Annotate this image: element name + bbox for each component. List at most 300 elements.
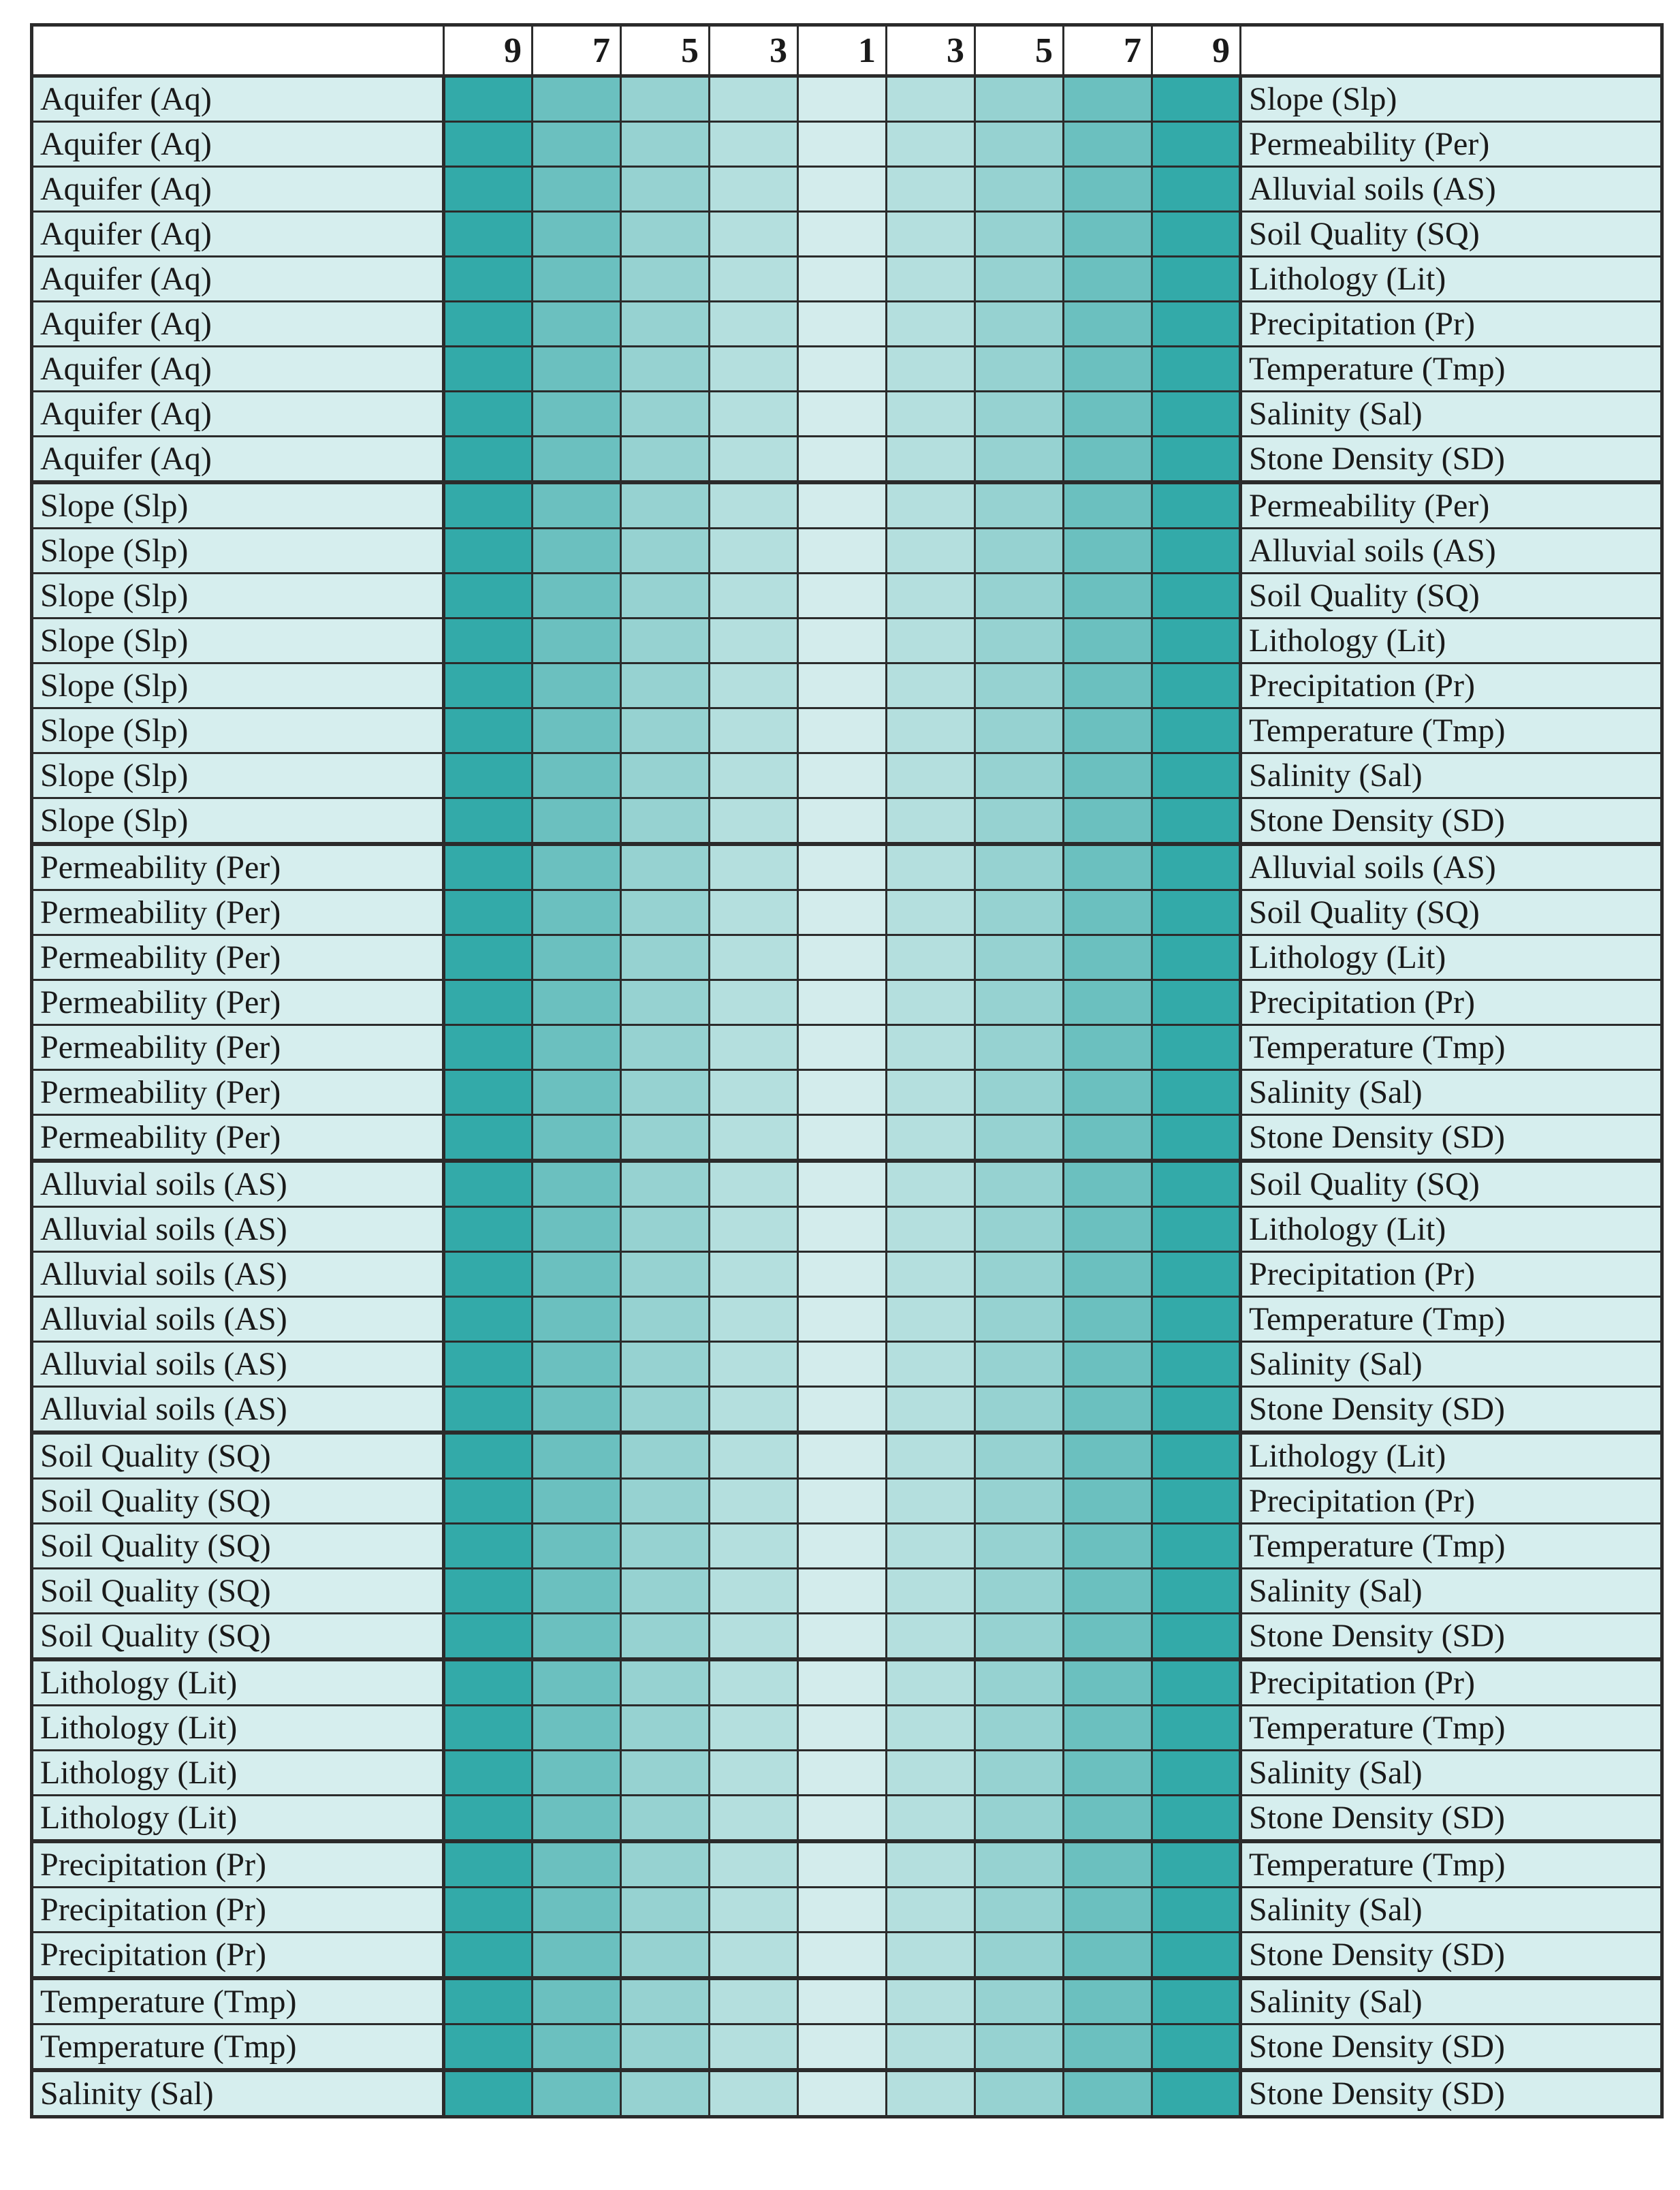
scale-cell-right-3[interactable]	[887, 347, 975, 392]
scale-cell-left-5[interactable]	[621, 1161, 710, 1207]
scale-cell-right-7[interactable]	[1064, 1659, 1152, 1706]
scale-cell-right-7[interactable]	[1064, 167, 1152, 212]
scale-cell-left-9[interactable]	[444, 167, 533, 212]
scale-cell-right-5[interactable]	[975, 1387, 1064, 1433]
scale-cell-right-3[interactable]	[887, 1025, 975, 1070]
scale-cell-right-9[interactable]	[1152, 1659, 1241, 1706]
scale-cell-left-5[interactable]	[621, 1524, 710, 1569]
scale-cell-center-1[interactable]	[798, 1070, 887, 1115]
scale-cell-center-1[interactable]	[798, 1115, 887, 1161]
scale-cell-left-3[interactable]	[710, 2024, 798, 2071]
scale-cell-right-5[interactable]	[975, 1433, 1064, 1479]
scale-cell-right-3[interactable]	[887, 1252, 975, 1297]
scale-cell-left-3[interactable]	[710, 1569, 798, 1614]
scale-cell-right-3[interactable]	[887, 1342, 975, 1387]
scale-cell-left-9[interactable]	[444, 482, 533, 529]
scale-cell-left-5[interactable]	[621, 76, 710, 122]
scale-cell-center-1[interactable]	[798, 980, 887, 1025]
scale-cell-center-1[interactable]	[798, 1659, 887, 1706]
scale-cell-left-9[interactable]	[444, 619, 533, 663]
scale-cell-left-5[interactable]	[621, 1841, 710, 1888]
scale-cell-right-5[interactable]	[975, 1978, 1064, 2024]
scale-cell-left-9[interactable]	[444, 347, 533, 392]
scale-cell-right-5[interactable]	[975, 529, 1064, 574]
scale-cell-right-9[interactable]	[1152, 1888, 1241, 1933]
scale-cell-left-7[interactable]	[533, 619, 621, 663]
scale-cell-left-7[interactable]	[533, 1706, 621, 1751]
scale-cell-center-1[interactable]	[798, 347, 887, 392]
scale-cell-right-7[interactable]	[1064, 76, 1152, 122]
scale-cell-left-9[interactable]	[444, 798, 533, 845]
scale-cell-left-5[interactable]	[621, 437, 710, 483]
scale-cell-left-7[interactable]	[533, 2024, 621, 2071]
scale-cell-right-5[interactable]	[975, 844, 1064, 890]
scale-cell-right-3[interactable]	[887, 167, 975, 212]
scale-cell-right-7[interactable]	[1064, 1252, 1152, 1297]
scale-cell-right-5[interactable]	[975, 1614, 1064, 1660]
scale-cell-left-5[interactable]	[621, 1659, 710, 1706]
scale-cell-right-9[interactable]	[1152, 574, 1241, 619]
scale-cell-left-3[interactable]	[710, 1070, 798, 1115]
scale-cell-right-3[interactable]	[887, 122, 975, 167]
scale-cell-center-1[interactable]	[798, 529, 887, 574]
scale-cell-right-9[interactable]	[1152, 212, 1241, 257]
scale-cell-right-5[interactable]	[975, 482, 1064, 529]
scale-cell-right-3[interactable]	[887, 1796, 975, 1842]
scale-cell-right-7[interactable]	[1064, 1207, 1152, 1252]
scale-cell-left-3[interactable]	[710, 1207, 798, 1252]
scale-cell-left-9[interactable]	[444, 2024, 533, 2071]
scale-cell-center-1[interactable]	[798, 1888, 887, 1933]
scale-cell-left-3[interactable]	[710, 1706, 798, 1751]
scale-cell-right-7[interactable]	[1064, 663, 1152, 708]
scale-cell-left-7[interactable]	[533, 1796, 621, 1842]
scale-cell-right-3[interactable]	[887, 1569, 975, 1614]
scale-cell-right-9[interactable]	[1152, 529, 1241, 574]
scale-cell-left-7[interactable]	[533, 1115, 621, 1161]
scale-cell-right-3[interactable]	[887, 2070, 975, 2117]
scale-cell-right-3[interactable]	[887, 619, 975, 663]
scale-cell-center-1[interactable]	[798, 1297, 887, 1342]
scale-cell-right-9[interactable]	[1152, 1025, 1241, 1070]
scale-cell-right-7[interactable]	[1064, 980, 1152, 1025]
scale-cell-left-7[interactable]	[533, 1659, 621, 1706]
scale-cell-left-9[interactable]	[444, 2070, 533, 2117]
scale-cell-left-9[interactable]	[444, 1933, 533, 1979]
scale-cell-left-3[interactable]	[710, 1342, 798, 1387]
scale-cell-left-7[interactable]	[533, 980, 621, 1025]
scale-cell-center-1[interactable]	[798, 1614, 887, 1660]
scale-cell-right-5[interactable]	[975, 980, 1064, 1025]
scale-cell-center-1[interactable]	[798, 890, 887, 935]
scale-cell-right-3[interactable]	[887, 1115, 975, 1161]
scale-cell-center-1[interactable]	[798, 844, 887, 890]
scale-cell-left-5[interactable]	[621, 1796, 710, 1842]
scale-cell-left-7[interactable]	[533, 437, 621, 483]
scale-cell-right-9[interactable]	[1152, 1207, 1241, 1252]
scale-cell-left-3[interactable]	[710, 122, 798, 167]
scale-cell-right-3[interactable]	[887, 302, 975, 347]
scale-cell-right-9[interactable]	[1152, 257, 1241, 302]
scale-cell-left-3[interactable]	[710, 1433, 798, 1479]
scale-cell-right-3[interactable]	[887, 1297, 975, 1342]
scale-cell-left-3[interactable]	[710, 482, 798, 529]
scale-cell-right-9[interactable]	[1152, 844, 1241, 890]
scale-cell-left-5[interactable]	[621, 1207, 710, 1252]
scale-cell-left-5[interactable]	[621, 302, 710, 347]
scale-cell-left-5[interactable]	[621, 1978, 710, 2024]
scale-cell-left-5[interactable]	[621, 1070, 710, 1115]
scale-cell-right-5[interactable]	[975, 708, 1064, 753]
scale-cell-center-1[interactable]	[798, 302, 887, 347]
scale-cell-left-7[interactable]	[533, 1387, 621, 1433]
scale-cell-left-7[interactable]	[533, 798, 621, 845]
scale-cell-left-3[interactable]	[710, 1297, 798, 1342]
scale-cell-left-3[interactable]	[710, 619, 798, 663]
scale-cell-left-9[interactable]	[444, 1342, 533, 1387]
scale-cell-center-1[interactable]	[798, 1433, 887, 1479]
scale-cell-left-3[interactable]	[710, 1115, 798, 1161]
scale-cell-right-7[interactable]	[1064, 1841, 1152, 1888]
scale-cell-right-9[interactable]	[1152, 2024, 1241, 2071]
scale-cell-right-7[interactable]	[1064, 212, 1152, 257]
scale-cell-left-9[interactable]	[444, 1433, 533, 1479]
scale-cell-left-7[interactable]	[533, 1841, 621, 1888]
scale-cell-right-7[interactable]	[1064, 1524, 1152, 1569]
scale-cell-left-3[interactable]	[710, 392, 798, 437]
scale-cell-right-5[interactable]	[975, 1161, 1064, 1207]
scale-cell-right-3[interactable]	[887, 1751, 975, 1796]
scale-cell-right-3[interactable]	[887, 1433, 975, 1479]
scale-cell-right-5[interactable]	[975, 212, 1064, 257]
scale-cell-left-9[interactable]	[444, 574, 533, 619]
scale-cell-right-5[interactable]	[975, 76, 1064, 122]
scale-cell-left-3[interactable]	[710, 1933, 798, 1979]
scale-cell-right-5[interactable]	[975, 1342, 1064, 1387]
scale-cell-center-1[interactable]	[798, 1524, 887, 1569]
scale-cell-center-1[interactable]	[798, 574, 887, 619]
scale-cell-left-5[interactable]	[621, 122, 710, 167]
scale-cell-left-5[interactable]	[621, 1569, 710, 1614]
scale-cell-left-7[interactable]	[533, 844, 621, 890]
scale-cell-right-5[interactable]	[975, 1115, 1064, 1161]
scale-cell-left-9[interactable]	[444, 529, 533, 574]
scale-cell-left-5[interactable]	[621, 167, 710, 212]
scale-cell-right-3[interactable]	[887, 1524, 975, 1569]
scale-cell-right-5[interactable]	[975, 574, 1064, 619]
scale-cell-center-1[interactable]	[798, 1841, 887, 1888]
scale-cell-right-7[interactable]	[1064, 935, 1152, 980]
scale-cell-left-3[interactable]	[710, 890, 798, 935]
scale-cell-right-3[interactable]	[887, 753, 975, 798]
scale-cell-right-7[interactable]	[1064, 2024, 1152, 2071]
scale-cell-left-3[interactable]	[710, 1888, 798, 1933]
scale-cell-right-7[interactable]	[1064, 302, 1152, 347]
scale-cell-right-9[interactable]	[1152, 1796, 1241, 1842]
scale-cell-left-5[interactable]	[621, 1479, 710, 1524]
scale-cell-left-5[interactable]	[621, 1342, 710, 1387]
scale-cell-right-5[interactable]	[975, 798, 1064, 845]
scale-cell-left-5[interactable]	[621, 1252, 710, 1297]
scale-cell-left-9[interactable]	[444, 212, 533, 257]
scale-cell-right-7[interactable]	[1064, 708, 1152, 753]
scale-cell-left-9[interactable]	[444, 890, 533, 935]
scale-cell-center-1[interactable]	[798, 798, 887, 845]
scale-cell-right-7[interactable]	[1064, 1297, 1152, 1342]
scale-cell-left-3[interactable]	[710, 1841, 798, 1888]
scale-cell-right-5[interactable]	[975, 1841, 1064, 1888]
scale-cell-left-7[interactable]	[533, 753, 621, 798]
scale-cell-right-3[interactable]	[887, 844, 975, 890]
scale-cell-left-7[interactable]	[533, 1751, 621, 1796]
scale-cell-center-1[interactable]	[798, 212, 887, 257]
scale-cell-right-5[interactable]	[975, 1252, 1064, 1297]
scale-cell-right-7[interactable]	[1064, 1888, 1152, 1933]
scale-cell-center-1[interactable]	[798, 2070, 887, 2117]
scale-cell-left-5[interactable]	[621, 1387, 710, 1433]
scale-cell-right-7[interactable]	[1064, 1479, 1152, 1524]
scale-cell-left-7[interactable]	[533, 1888, 621, 1933]
scale-cell-right-5[interactable]	[975, 1751, 1064, 1796]
scale-cell-right-9[interactable]	[1152, 122, 1241, 167]
scale-cell-right-9[interactable]	[1152, 980, 1241, 1025]
scale-cell-left-9[interactable]	[444, 1252, 533, 1297]
scale-cell-right-5[interactable]	[975, 663, 1064, 708]
scale-cell-right-9[interactable]	[1152, 1706, 1241, 1751]
scale-cell-left-5[interactable]	[621, 482, 710, 529]
scale-cell-center-1[interactable]	[798, 1796, 887, 1842]
scale-cell-right-5[interactable]	[975, 257, 1064, 302]
scale-cell-left-7[interactable]	[533, 1297, 621, 1342]
scale-cell-center-1[interactable]	[798, 437, 887, 483]
scale-cell-left-9[interactable]	[444, 1614, 533, 1660]
scale-cell-left-9[interactable]	[444, 1796, 533, 1842]
scale-cell-right-9[interactable]	[1152, 1978, 1241, 2024]
scale-cell-right-3[interactable]	[887, 1207, 975, 1252]
scale-cell-right-7[interactable]	[1064, 753, 1152, 798]
scale-cell-right-3[interactable]	[887, 1659, 975, 1706]
scale-cell-left-3[interactable]	[710, 212, 798, 257]
scale-cell-right-9[interactable]	[1152, 1524, 1241, 1569]
scale-cell-center-1[interactable]	[798, 1569, 887, 1614]
scale-cell-center-1[interactable]	[798, 257, 887, 302]
scale-cell-right-7[interactable]	[1064, 1070, 1152, 1115]
scale-cell-right-7[interactable]	[1064, 392, 1152, 437]
scale-cell-right-3[interactable]	[887, 798, 975, 845]
scale-cell-right-3[interactable]	[887, 1387, 975, 1433]
scale-cell-left-7[interactable]	[533, 1070, 621, 1115]
scale-cell-right-5[interactable]	[975, 935, 1064, 980]
scale-cell-right-9[interactable]	[1152, 1614, 1241, 1660]
scale-cell-left-7[interactable]	[533, 257, 621, 302]
scale-cell-left-3[interactable]	[710, 1524, 798, 1569]
scale-cell-left-7[interactable]	[533, 1342, 621, 1387]
scale-cell-left-9[interactable]	[444, 122, 533, 167]
scale-cell-left-7[interactable]	[533, 574, 621, 619]
scale-cell-left-3[interactable]	[710, 437, 798, 483]
scale-cell-right-9[interactable]	[1152, 1433, 1241, 1479]
scale-cell-right-9[interactable]	[1152, 1751, 1241, 1796]
scale-cell-right-7[interactable]	[1064, 122, 1152, 167]
scale-cell-left-3[interactable]	[710, 1614, 798, 1660]
scale-cell-right-7[interactable]	[1064, 257, 1152, 302]
scale-cell-right-3[interactable]	[887, 1888, 975, 1933]
scale-cell-left-9[interactable]	[444, 437, 533, 483]
scale-cell-left-3[interactable]	[710, 257, 798, 302]
scale-cell-right-7[interactable]	[1064, 1342, 1152, 1387]
scale-cell-right-7[interactable]	[1064, 890, 1152, 935]
scale-cell-left-9[interactable]	[444, 257, 533, 302]
scale-cell-left-9[interactable]	[444, 1751, 533, 1796]
scale-cell-right-7[interactable]	[1064, 798, 1152, 845]
scale-cell-left-7[interactable]	[533, 1207, 621, 1252]
scale-cell-right-9[interactable]	[1152, 1252, 1241, 1297]
scale-cell-right-7[interactable]	[1064, 347, 1152, 392]
scale-cell-right-3[interactable]	[887, 1614, 975, 1660]
scale-cell-left-5[interactable]	[621, 1297, 710, 1342]
scale-cell-right-9[interactable]	[1152, 347, 1241, 392]
scale-cell-left-9[interactable]	[444, 1161, 533, 1207]
scale-cell-left-7[interactable]	[533, 122, 621, 167]
scale-cell-left-9[interactable]	[444, 1888, 533, 1933]
scale-cell-left-9[interactable]	[444, 753, 533, 798]
scale-cell-left-3[interactable]	[710, 529, 798, 574]
scale-cell-right-7[interactable]	[1064, 574, 1152, 619]
scale-cell-right-9[interactable]	[1152, 1841, 1241, 1888]
scale-cell-left-3[interactable]	[710, 1796, 798, 1842]
scale-cell-left-7[interactable]	[533, 1933, 621, 1979]
scale-cell-left-5[interactable]	[621, 1025, 710, 1070]
scale-cell-right-5[interactable]	[975, 167, 1064, 212]
scale-cell-right-9[interactable]	[1152, 2070, 1241, 2117]
scale-cell-left-5[interactable]	[621, 257, 710, 302]
scale-cell-left-9[interactable]	[444, 1070, 533, 1115]
scale-cell-center-1[interactable]	[798, 1342, 887, 1387]
scale-cell-right-3[interactable]	[887, 1978, 975, 2024]
scale-cell-right-5[interactable]	[975, 1479, 1064, 1524]
scale-cell-left-9[interactable]	[444, 1115, 533, 1161]
scale-cell-left-3[interactable]	[710, 574, 798, 619]
scale-cell-left-9[interactable]	[444, 844, 533, 890]
scale-cell-right-3[interactable]	[887, 1070, 975, 1115]
scale-cell-right-5[interactable]	[975, 1070, 1064, 1115]
scale-cell-left-5[interactable]	[621, 1888, 710, 1933]
scale-cell-center-1[interactable]	[798, 1706, 887, 1751]
scale-cell-left-7[interactable]	[533, 347, 621, 392]
scale-cell-left-9[interactable]	[444, 1569, 533, 1614]
scale-cell-left-5[interactable]	[621, 1706, 710, 1751]
scale-cell-right-7[interactable]	[1064, 1161, 1152, 1207]
scale-cell-left-7[interactable]	[533, 663, 621, 708]
scale-cell-right-5[interactable]	[975, 1706, 1064, 1751]
scale-cell-left-9[interactable]	[444, 708, 533, 753]
scale-cell-right-9[interactable]	[1152, 392, 1241, 437]
scale-cell-left-3[interactable]	[710, 935, 798, 980]
scale-cell-left-3[interactable]	[710, 844, 798, 890]
scale-cell-right-5[interactable]	[975, 619, 1064, 663]
scale-cell-left-7[interactable]	[533, 1978, 621, 2024]
scale-cell-right-9[interactable]	[1152, 482, 1241, 529]
scale-cell-left-7[interactable]	[533, 1025, 621, 1070]
scale-cell-left-9[interactable]	[444, 1207, 533, 1252]
scale-cell-left-7[interactable]	[533, 302, 621, 347]
scale-cell-center-1[interactable]	[798, 1751, 887, 1796]
scale-cell-right-3[interactable]	[887, 663, 975, 708]
scale-cell-left-7[interactable]	[533, 2070, 621, 2117]
scale-cell-right-5[interactable]	[975, 1659, 1064, 1706]
scale-cell-right-9[interactable]	[1152, 890, 1241, 935]
scale-cell-left-7[interactable]	[533, 1569, 621, 1614]
scale-cell-left-5[interactable]	[621, 392, 710, 437]
scale-cell-right-5[interactable]	[975, 2024, 1064, 2071]
scale-cell-right-5[interactable]	[975, 1297, 1064, 1342]
scale-cell-left-9[interactable]	[444, 1025, 533, 1070]
scale-cell-center-1[interactable]	[798, 1161, 887, 1207]
scale-cell-left-9[interactable]	[444, 302, 533, 347]
scale-cell-center-1[interactable]	[798, 1252, 887, 1297]
scale-cell-right-5[interactable]	[975, 1796, 1064, 1842]
scale-cell-right-5[interactable]	[975, 1933, 1064, 1979]
scale-cell-left-7[interactable]	[533, 167, 621, 212]
scale-cell-right-7[interactable]	[1064, 619, 1152, 663]
scale-cell-left-5[interactable]	[621, 753, 710, 798]
scale-cell-left-9[interactable]	[444, 663, 533, 708]
scale-cell-right-5[interactable]	[975, 122, 1064, 167]
scale-cell-left-9[interactable]	[444, 1978, 533, 2024]
scale-cell-center-1[interactable]	[798, 663, 887, 708]
scale-cell-left-3[interactable]	[710, 1659, 798, 1706]
scale-cell-center-1[interactable]	[798, 167, 887, 212]
scale-cell-left-3[interactable]	[710, 347, 798, 392]
scale-cell-left-7[interactable]	[533, 1433, 621, 1479]
scale-cell-right-9[interactable]	[1152, 302, 1241, 347]
scale-cell-left-7[interactable]	[533, 1524, 621, 1569]
scale-cell-left-9[interactable]	[444, 1524, 533, 1569]
scale-cell-right-5[interactable]	[975, 437, 1064, 483]
scale-cell-right-3[interactable]	[887, 392, 975, 437]
scale-cell-left-9[interactable]	[444, 76, 533, 122]
scale-cell-right-7[interactable]	[1064, 1751, 1152, 1796]
scale-cell-left-5[interactable]	[621, 1751, 710, 1796]
scale-cell-right-3[interactable]	[887, 1841, 975, 1888]
scale-cell-left-5[interactable]	[621, 347, 710, 392]
scale-cell-right-5[interactable]	[975, 1524, 1064, 1569]
scale-cell-right-5[interactable]	[975, 1888, 1064, 1933]
scale-cell-right-9[interactable]	[1152, 1569, 1241, 1614]
scale-cell-right-5[interactable]	[975, 890, 1064, 935]
scale-cell-left-3[interactable]	[710, 753, 798, 798]
scale-cell-center-1[interactable]	[798, 2024, 887, 2071]
scale-cell-right-3[interactable]	[887, 935, 975, 980]
scale-cell-right-3[interactable]	[887, 76, 975, 122]
scale-cell-left-5[interactable]	[621, 844, 710, 890]
scale-cell-left-3[interactable]	[710, 1751, 798, 1796]
scale-cell-right-9[interactable]	[1152, 708, 1241, 753]
scale-cell-left-3[interactable]	[710, 1025, 798, 1070]
scale-cell-right-3[interactable]	[887, 482, 975, 529]
scale-cell-left-9[interactable]	[444, 1706, 533, 1751]
scale-cell-right-9[interactable]	[1152, 1479, 1241, 1524]
scale-cell-right-3[interactable]	[887, 980, 975, 1025]
scale-cell-left-5[interactable]	[621, 2070, 710, 2117]
scale-cell-right-5[interactable]	[975, 2070, 1064, 2117]
scale-cell-left-5[interactable]	[621, 798, 710, 845]
scale-cell-right-3[interactable]	[887, 574, 975, 619]
scale-cell-left-7[interactable]	[533, 212, 621, 257]
scale-cell-center-1[interactable]	[798, 122, 887, 167]
scale-cell-center-1[interactable]	[798, 1025, 887, 1070]
scale-cell-right-9[interactable]	[1152, 1297, 1241, 1342]
